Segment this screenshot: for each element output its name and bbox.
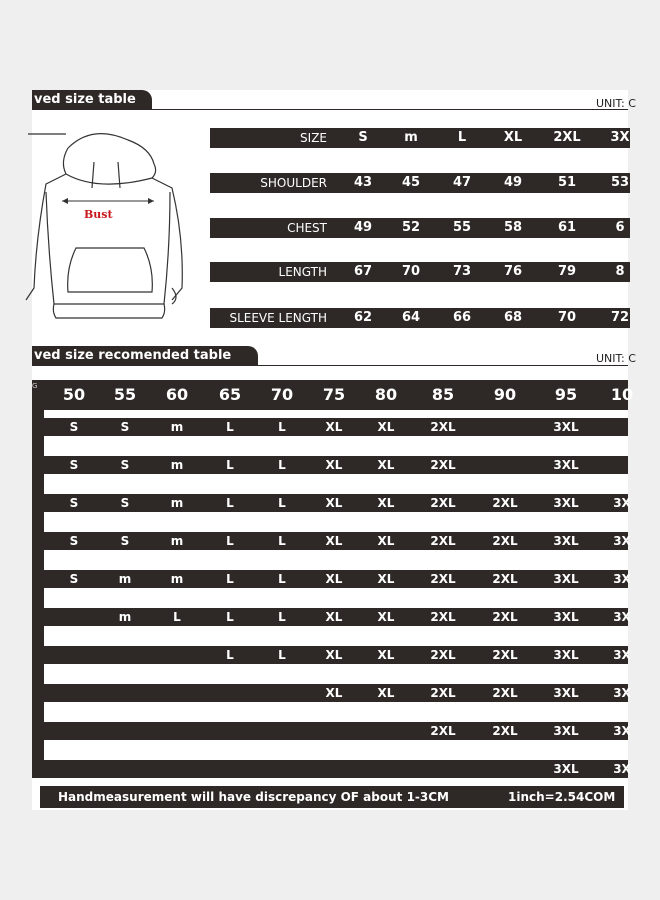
size-cell: 3XL	[553, 534, 579, 548]
size-cell: S	[120, 496, 130, 510]
size-cell: m	[118, 610, 132, 624]
hoodie-diagram-icon	[32, 128, 192, 318]
size-cell: XL	[377, 496, 395, 510]
size-cell: L	[226, 572, 234, 586]
measurement-value: 76	[503, 264, 523, 279]
size-cell: L	[226, 458, 234, 472]
size-cell: 2XL	[430, 534, 456, 548]
size-cell: 3XL	[553, 648, 579, 662]
size-cell: L	[278, 534, 286, 548]
measurement-label: SHOULDER	[260, 176, 327, 190]
measurement-value: 66	[452, 310, 472, 325]
measurement-value: 70	[557, 310, 577, 325]
size-cell: 3X	[613, 610, 631, 624]
size-cell: 3XL	[553, 420, 579, 434]
section1-rule	[150, 109, 628, 110]
measured-size-table-title: ved size table	[34, 92, 136, 107]
size-cell: m	[170, 534, 184, 548]
bust-label: Bust	[84, 208, 113, 221]
size-cell: 3XL	[553, 762, 579, 776]
size-cell: 3XL	[553, 724, 579, 738]
size-cell: m	[170, 420, 184, 434]
size-cell: 3X	[613, 534, 631, 548]
recommended-size-row	[44, 646, 631, 664]
measurement-value: 8	[615, 264, 625, 279]
size-cell: XL	[325, 458, 343, 472]
size-cell: 3X	[613, 648, 631, 662]
recommended-size-row	[44, 684, 631, 702]
recommended-size-row	[44, 760, 631, 778]
size-cell: XL	[325, 496, 343, 510]
size-cell: 2XL	[430, 610, 456, 624]
size-cell: XL	[325, 534, 343, 548]
measurement-value: m	[404, 130, 418, 145]
size-cell: XL	[325, 686, 343, 700]
size-cell: XL	[377, 610, 395, 624]
measurement-value: 2XL	[553, 130, 581, 145]
measurement-row	[210, 173, 630, 193]
size-cell: S	[69, 458, 79, 472]
size-cell: 3X	[613, 724, 631, 738]
size-cell: XL	[325, 420, 343, 434]
weight-header-cell: 90	[493, 385, 517, 404]
size-cell: 3X	[613, 762, 631, 776]
section1-unit: UNIT: C	[596, 97, 636, 110]
measurement-row	[210, 128, 630, 148]
measurement-value: 49	[503, 175, 523, 190]
measurement-value: 52	[401, 220, 421, 235]
recommended-size-row	[44, 418, 628, 436]
size-cell: L	[278, 572, 286, 586]
recommended-size-row	[44, 608, 631, 626]
size-cell: L	[226, 534, 234, 548]
measurement-value: 47	[452, 175, 472, 190]
measurement-value: 73	[452, 264, 472, 279]
weight-header-cell: 75	[322, 385, 346, 404]
weight-header-cell: 10	[610, 385, 634, 404]
size-cell: 2XL	[492, 572, 518, 586]
size-cell: XL	[377, 420, 395, 434]
size-cell: 3XL	[553, 610, 579, 624]
section2-unit: UNIT: C	[596, 352, 636, 365]
size-cell: 2XL	[492, 496, 518, 510]
size-cell: L	[278, 420, 286, 434]
measurement-value: 49	[353, 220, 373, 235]
recommended-size-table-title: ved size recomended table	[34, 348, 232, 363]
measurement-label: SLEEVE LENGTH	[229, 311, 327, 325]
measurement-label: SIZE	[300, 131, 327, 145]
size-cell: 2XL	[430, 572, 456, 586]
size-cell: 3X	[613, 572, 631, 586]
section2-rule	[256, 365, 628, 366]
size-cell: S	[120, 420, 130, 434]
size-cell: 2XL	[492, 686, 518, 700]
measurement-row	[210, 218, 630, 238]
size-cell: 2XL	[430, 686, 456, 700]
measurement-value: 45	[401, 175, 421, 190]
size-cell: S	[69, 534, 79, 548]
size-cell: 2XL	[492, 648, 518, 662]
size-cell: 3XL	[553, 686, 579, 700]
size-cell: XL	[325, 610, 343, 624]
measurement-value: 43	[353, 175, 373, 190]
weight-header-row	[32, 380, 634, 410]
size-cell: 3XL	[553, 496, 579, 510]
weight-header-cell: 70	[270, 385, 294, 404]
measurement-value: 67	[353, 264, 373, 279]
measurement-row	[210, 262, 630, 282]
size-cell: L	[226, 420, 234, 434]
size-cell: 2XL	[430, 724, 456, 738]
weight-header-cell: 85	[431, 385, 455, 404]
measurement-value: XL	[503, 130, 523, 145]
size-cell: L	[173, 610, 181, 624]
size-cell: 2XL	[492, 534, 518, 548]
size-cell: L	[278, 610, 286, 624]
size-cell: S	[69, 496, 79, 510]
measurement-value: 61	[557, 220, 577, 235]
recommended-size-row	[44, 570, 631, 588]
measurement-value: 68	[503, 310, 523, 325]
size-cell: 2XL	[430, 420, 456, 434]
measured-size-table-tab	[32, 90, 152, 110]
size-cell: XL	[325, 572, 343, 586]
weight-header-cell: 95	[554, 385, 578, 404]
size-cell: XL	[377, 534, 395, 548]
size-cell: 3XL	[553, 572, 579, 586]
size-cell: L	[278, 648, 286, 662]
measurement-row	[210, 308, 630, 328]
size-cell: XL	[377, 572, 395, 586]
measurement-value: 58	[503, 220, 523, 235]
inch-conversion: 1inch=2.54COM	[508, 790, 616, 804]
recommended-size-row	[44, 722, 631, 740]
size-cell: 2XL	[430, 496, 456, 510]
size-cell: XL	[377, 686, 395, 700]
weight-header-cell: 60	[165, 385, 189, 404]
recommended-size-row	[44, 456, 628, 474]
size-cell: 3XL	[553, 458, 579, 472]
size-cell: L	[278, 458, 286, 472]
size-cell: 2XL	[430, 648, 456, 662]
measurement-value: 62	[353, 310, 373, 325]
weight-header-cell: 65	[218, 385, 242, 404]
corner-label: G	[32, 382, 38, 390]
size-cell: L	[226, 648, 234, 662]
recommended-size-row	[44, 494, 631, 512]
measurement-value: 64	[401, 310, 421, 325]
recommended-size-row	[44, 532, 631, 550]
size-cell: 3X	[613, 686, 631, 700]
size-cell: S	[69, 572, 79, 586]
measurement-value: 55	[452, 220, 472, 235]
weight-header-cell: 80	[374, 385, 398, 404]
size-chart-panel	[32, 90, 636, 810]
size-cell: L	[226, 496, 234, 510]
size-cell: 3X	[613, 496, 631, 510]
measurement-label: LENGTH	[278, 265, 327, 279]
size-cell: XL	[325, 648, 343, 662]
measurement-value: 70	[401, 264, 421, 279]
measurement-value: S	[358, 130, 368, 145]
size-cell: XL	[377, 648, 395, 662]
measurement-value: 6	[615, 220, 625, 235]
measurement-value: 72	[610, 310, 630, 325]
left-bar	[32, 410, 44, 778]
weight-header-cell: 50	[62, 385, 86, 404]
size-cell: S	[120, 534, 130, 548]
measurement-value: 3X	[610, 130, 630, 145]
measurement-value: 79	[557, 264, 577, 279]
size-cell: L	[278, 496, 286, 510]
measurement-value: L	[457, 130, 467, 145]
discrepancy-note: Handmeasurement will have discrepancy OF about 1-3CM	[58, 790, 449, 804]
size-cell: m	[170, 458, 184, 472]
size-cell: m	[170, 496, 184, 510]
size-cell: 2XL	[430, 458, 456, 472]
recommended-size-table-tab	[32, 346, 258, 366]
measurement-value: 53	[610, 175, 630, 190]
measurement-label: CHEST	[287, 221, 327, 235]
footer-note-bar	[40, 786, 624, 808]
size-cell: m	[170, 572, 184, 586]
size-cell: 2XL	[492, 610, 518, 624]
size-cell: XL	[377, 458, 395, 472]
size-cell: S	[69, 420, 79, 434]
size-cell: m	[118, 572, 132, 586]
measurement-value: 51	[557, 175, 577, 190]
size-cell: S	[120, 458, 130, 472]
size-cell: 2XL	[492, 724, 518, 738]
weight-header-cell: 55	[113, 385, 137, 404]
size-cell: L	[226, 610, 234, 624]
